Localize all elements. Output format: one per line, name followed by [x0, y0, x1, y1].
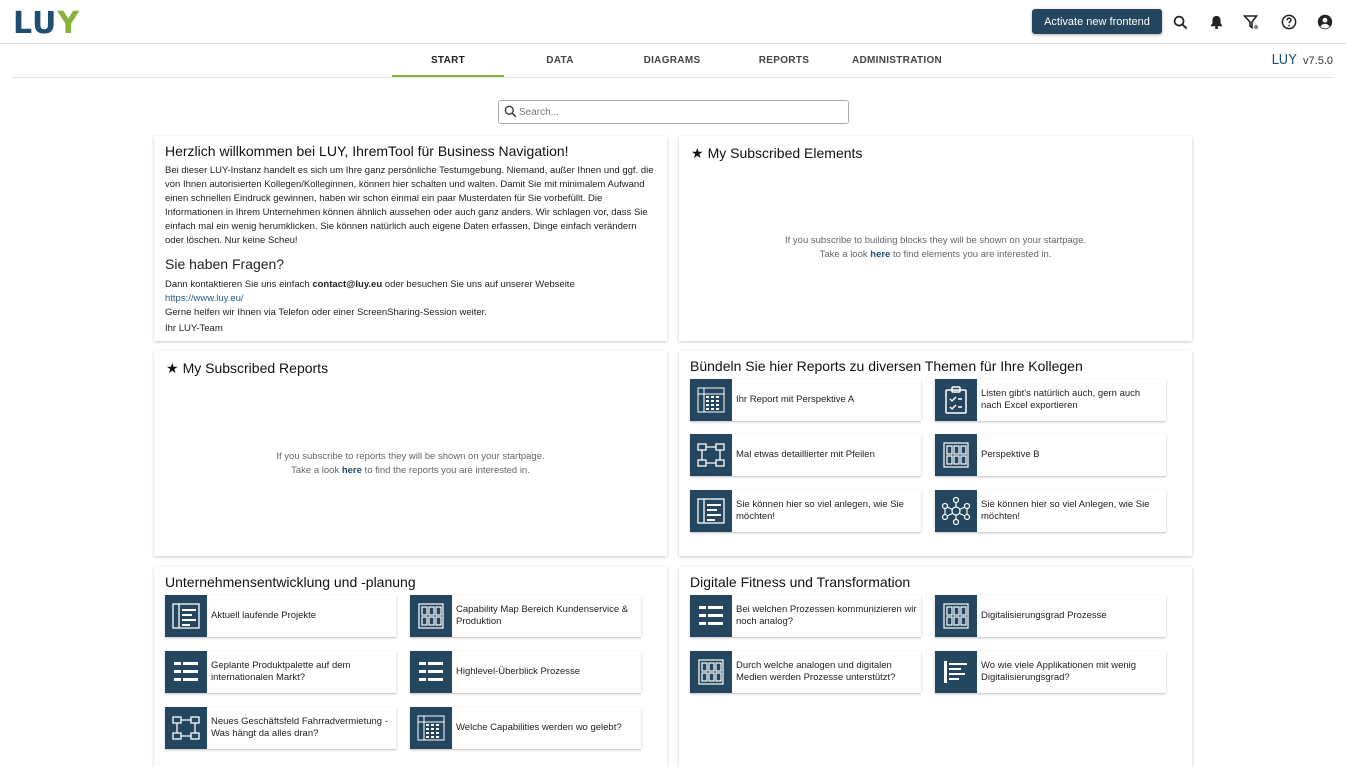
welcome-card: [154, 136, 667, 341]
report-tile[interactable]: [410, 651, 641, 693]
tile-label: Highlevel-Überblick Prozesse: [456, 666, 581, 677]
subscribed-elements-title: ★ My Subscribed Elements: [691, 145, 863, 161]
tile-label: Geplante Produktpalette auf dem internationalen Markt?: [211, 660, 351, 683]
signature: Ihr LUY-Team: [165, 323, 223, 334]
tab-administration[interactable]: ADMINISTRATION: [851, 55, 943, 66]
bars-icon: [165, 651, 207, 693]
unternehmen-card: [154, 567, 667, 767]
help-icon[interactable]: [1279, 12, 1299, 32]
list-board-icon: [165, 595, 207, 637]
tile-label: Wo wie viele Applikationen mit wenig Digitalisierungsgrad?: [981, 660, 1137, 683]
digitale-title: Digitale Fitness und Transformation: [690, 574, 911, 590]
tile-label: Neues Geschäftsfeld Fahrradvermietung - Was hängt da alles dran?: [211, 716, 388, 739]
questions-title: Sie haben Fragen?: [165, 256, 285, 272]
luy-logo[interactable]: LUY: [13, 6, 81, 41]
tile-label: Capability Map Bereich Kundenservice & Produktion: [456, 604, 629, 627]
tile-label: Aktuell laufende Projekte: [211, 610, 317, 621]
report-tile[interactable]: [935, 651, 1166, 693]
tile-label: Durch welche analogen und digitalen Medien werden Prozesse unterstützt?: [736, 660, 896, 683]
report-tile[interactable]: [690, 595, 921, 637]
tab-diagrams[interactable]: DIAGRAMS: [643, 55, 701, 66]
report-tile[interactable]: [935, 379, 1166, 421]
search-icon: [504, 105, 517, 118]
website-link[interactable]: https://www.luy.eu/: [165, 293, 244, 304]
welcome-body: Bei dieser LUY-Instanz handelt es sich um Ihre ganz persönliche Testumgebung. Niemand, außer Ihnen und ggf. die von Ihnen autorisierten Kollegen/Kolleginnen, können hier schalten und walten. Damit Sie mit minimalem Aufwand einen schnellen Eindruck gewinnen, haben wir schon einmal ein paar Musterdaten für Sie vorbefüllt. Die Informationen in Ihrem Unternehmen können ähnlich aussehen oder auch ganz anders. Wir schlagen vor, dass Sie einfach mal ein wenig herumklicken. Sie können natürlich auch eigene Daten erfassen, Dinge einfach verändern oder löschen. Nur keine Scheu!: [165, 165, 654, 246]
subscribed-elements-card: [679, 136, 1192, 341]
contact-email[interactable]: contact@luy.eu: [312, 279, 383, 290]
report-tile[interactable]: [165, 595, 396, 637]
version-info: [1271, 53, 1333, 68]
network-icon: [935, 490, 977, 532]
top-bar: [0, 0, 1346, 44]
report-tile[interactable]: [410, 707, 641, 749]
bars-icon: [410, 651, 452, 693]
grid-icon: [935, 595, 977, 637]
report-tile[interactable]: [690, 434, 921, 476]
report-tile[interactable]: [690, 651, 921, 693]
main-tabs: [0, 45, 1346, 78]
report-tile[interactable]: [690, 379, 921, 421]
subscribed-reports-card: [154, 351, 667, 556]
tab-data[interactable]: DATA: [546, 55, 574, 66]
tab-start[interactable]: START: [392, 45, 504, 78]
activate-new-frontend-button[interactable]: Activate new frontend: [1032, 9, 1162, 34]
unternehmen-title: Unternehmensentwicklung und -planung: [165, 574, 416, 590]
report-tile[interactable]: [165, 651, 396, 693]
report-tile[interactable]: [690, 490, 921, 532]
contact-line: Dann kontaktieren Sie uns einfach contact@luy.eu oder besuchen Sie uns auf unserer Webseite: [165, 279, 575, 290]
account-icon[interactable]: [1315, 12, 1335, 32]
version-logo: LUY: [1271, 53, 1298, 68]
grid-icon: [410, 595, 452, 637]
report-tile[interactable]: [410, 595, 641, 637]
tab-reports[interactable]: REPORTS: [758, 55, 810, 66]
matrix-icon: [690, 379, 732, 421]
tile-label: Mal etwas detaillierter mit Pfeilen: [736, 449, 875, 460]
matrix-icon: [410, 707, 452, 749]
welcome-title: Herzlich willkommen bei LUY, IhremTool für Business Navigation!: [165, 143, 569, 159]
grid-icon: [690, 651, 732, 693]
list-board-icon: [690, 490, 732, 532]
tab-divider: [12, 77, 1334, 78]
subscribed-reports-empty: If you subscribe to reports they will be shown on your startpage. Take a look here to find the reports you are interested in.: [276, 451, 545, 476]
subscribed-elements-empty: If you subscribe to building blocks they will be shown on your startpage. Take a look here to find elements you are interested in.: [785, 235, 1086, 260]
search-icon[interactable]: [1170, 12, 1190, 32]
clipboard-icon: [935, 379, 977, 421]
lines-icon: [935, 651, 977, 693]
bundle-card: [679, 351, 1192, 556]
report-tile[interactable]: [935, 434, 1166, 476]
tile-label: Sie können hier so viel anlegen, wie Sie möchten!: [736, 499, 904, 522]
tile-label: Listen gibt's natürlich auch, gern auch nach Excel exportieren: [981, 388, 1141, 411]
star-icon: ★: [166, 360, 179, 376]
tile-label: Perspektive B: [981, 449, 1040, 460]
tile-label: Welche Capabilities werden wo gelebt?: [456, 722, 622, 733]
search-box[interactable]: [498, 100, 849, 124]
tile-label: Sie können hier so viel Anlegen, wie Sie möchten!: [981, 499, 1150, 522]
search-input[interactable]: [519, 103, 839, 121]
bundle-title: Bündeln Sie hier Reports zu diversen Themen für Ihre Kollegen: [690, 358, 1083, 374]
star-icon: ★: [691, 145, 704, 161]
report-tile[interactable]: [935, 490, 1166, 532]
subscribed-reports-title: ★ My Subscribed Reports: [166, 360, 329, 376]
flow-diagram-icon: [165, 707, 207, 749]
elements-here-link[interactable]: here: [870, 249, 891, 260]
bell-icon[interactable]: [1206, 12, 1226, 32]
tile-label: Ihr Report mit Perspektive A: [736, 394, 855, 405]
report-tile[interactable]: [935, 595, 1166, 637]
version-number: v7.5.0: [1303, 55, 1333, 67]
help-line: Gerne helfen wir Ihnen via Telefon oder einer ScreenSharing-Session weiter.: [165, 307, 487, 318]
grid-icon: [935, 434, 977, 476]
filter-icon[interactable]: [1241, 12, 1261, 32]
digitale-card: [679, 567, 1192, 767]
tile-label: Digitalisierungsgrad Prozesse: [981, 610, 1107, 621]
bars-icon: [690, 595, 732, 637]
tile-label: Bei welchen Prozessen kommunizieren wir noch analog?: [736, 604, 917, 627]
flow-diagram-icon: [690, 434, 732, 476]
reports-here-link[interactable]: here: [341, 465, 362, 476]
report-tile[interactable]: [165, 707, 396, 749]
